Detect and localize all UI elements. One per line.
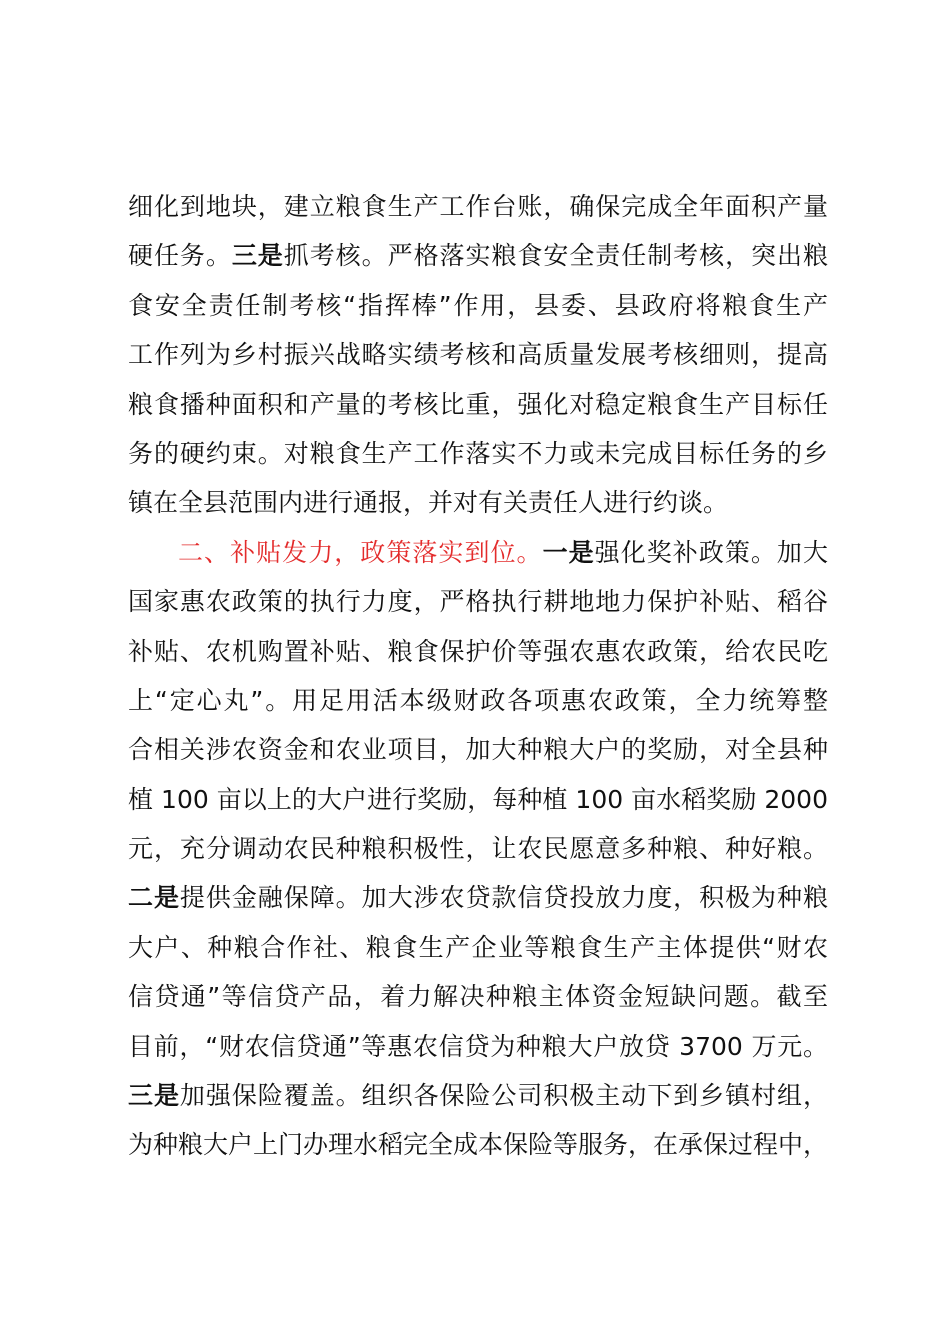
text-segment: 抓考核。严格落实粮食安全责任制考核，突出粮 — [283, 241, 828, 271]
text-segment: 加强保险覆盖。组织各保险公司积极主动下到乡镇村组， — [179, 1081, 828, 1111]
text-segment: 工作列为乡村振兴战略实绩考核和高质量发展考核细则，提高 — [128, 340, 828, 370]
text-segment: 补贴、农机购置补贴、粮食保护价等强农惠农政策，给农民吃 — [128, 636, 828, 666]
text-line — [128, 380, 828, 429]
text-line — [128, 281, 828, 330]
text-line — [128, 577, 828, 626]
text-line — [128, 775, 828, 824]
text-segment: 为种粮大户上门办理水稻完全成本保险等服务，在承保过程中， — [128, 1130, 828, 1160]
text-line — [128, 1120, 828, 1169]
text-line — [128, 923, 828, 972]
section-heading: 二、补贴发力，政策落实到位。 — [178, 537, 543, 567]
bold-keyword: 二是 — [128, 883, 180, 913]
bold-keyword: 三是 — [231, 241, 284, 271]
text-segment: 植 100 亩以上的大户进行奖励，每种植 100 亩水稻奖励 2000 — [128, 784, 828, 814]
text-segment: 国家惠农政策的执行力度，严格执行耕地地力保护补贴、稻谷 — [128, 587, 828, 617]
text-line — [128, 725, 828, 774]
text-line — [128, 873, 828, 922]
text-line — [128, 627, 828, 676]
section-heading-line — [128, 528, 828, 577]
text-segment: 硬任务。 — [128, 241, 232, 271]
text-line — [128, 1022, 828, 1071]
text-line — [128, 824, 828, 873]
text-line — [128, 1071, 828, 1120]
text-line — [128, 676, 828, 725]
text-segment: 镇在全县范围内进行通报，并对有关责任人进行约谈。 — [128, 488, 729, 518]
text-segment: 目前，“财农信贷通”等惠农信贷为种粮大户放贷 3700 万元。 — [128, 1031, 828, 1061]
text-segment: 食安全责任制考核“指挥棒”作用，县委、县政府将粮食生产 — [128, 290, 828, 320]
text-segment: 细化到地块，建立粮食生产工作台账，确保完成全年面积产量 — [128, 192, 828, 221]
text-segment: 信贷通”等信贷产品，着力解决种粮主体资金短缺问题。截至 — [128, 982, 828, 1012]
text-segment: 提供金融保障。加大涉农贷款信贷投放力度，积极为种粮 — [179, 883, 828, 913]
text-segment: 强化奖补政策。加大 — [594, 537, 828, 567]
text-segment: 大户、种粮合作社、粮食生产企业等粮食生产主体提供“财农 — [128, 932, 828, 962]
text-segment: 合相关涉农资金和农业项目，加大种粮大户的奖励，对全县种 — [128, 735, 828, 765]
text-segment: 务的硬约束。对粮食生产工作落实不力或未完成目标任务的乡 — [128, 438, 828, 468]
bold-keyword: 一是 — [542, 537, 595, 567]
text-line — [128, 429, 828, 478]
text-segment: 上“定心丸”。用足用活本级财政各项惠农政策，全力统筹整 — [128, 685, 828, 715]
text-line — [128, 182, 828, 231]
bold-keyword: 三是 — [128, 1081, 180, 1111]
body-text — [128, 182, 828, 1170]
text-segment: 粮食播种面积和产量的考核比重，强化对稳定粮食生产目标任 — [128, 389, 828, 419]
text-line — [128, 231, 828, 280]
text-line — [128, 972, 828, 1021]
text-line — [128, 330, 828, 379]
text-line — [128, 478, 828, 527]
text-segment: 元，充分调动农民种粮积极性，让农民愿意多种粮、种好粮。 — [128, 834, 828, 864]
